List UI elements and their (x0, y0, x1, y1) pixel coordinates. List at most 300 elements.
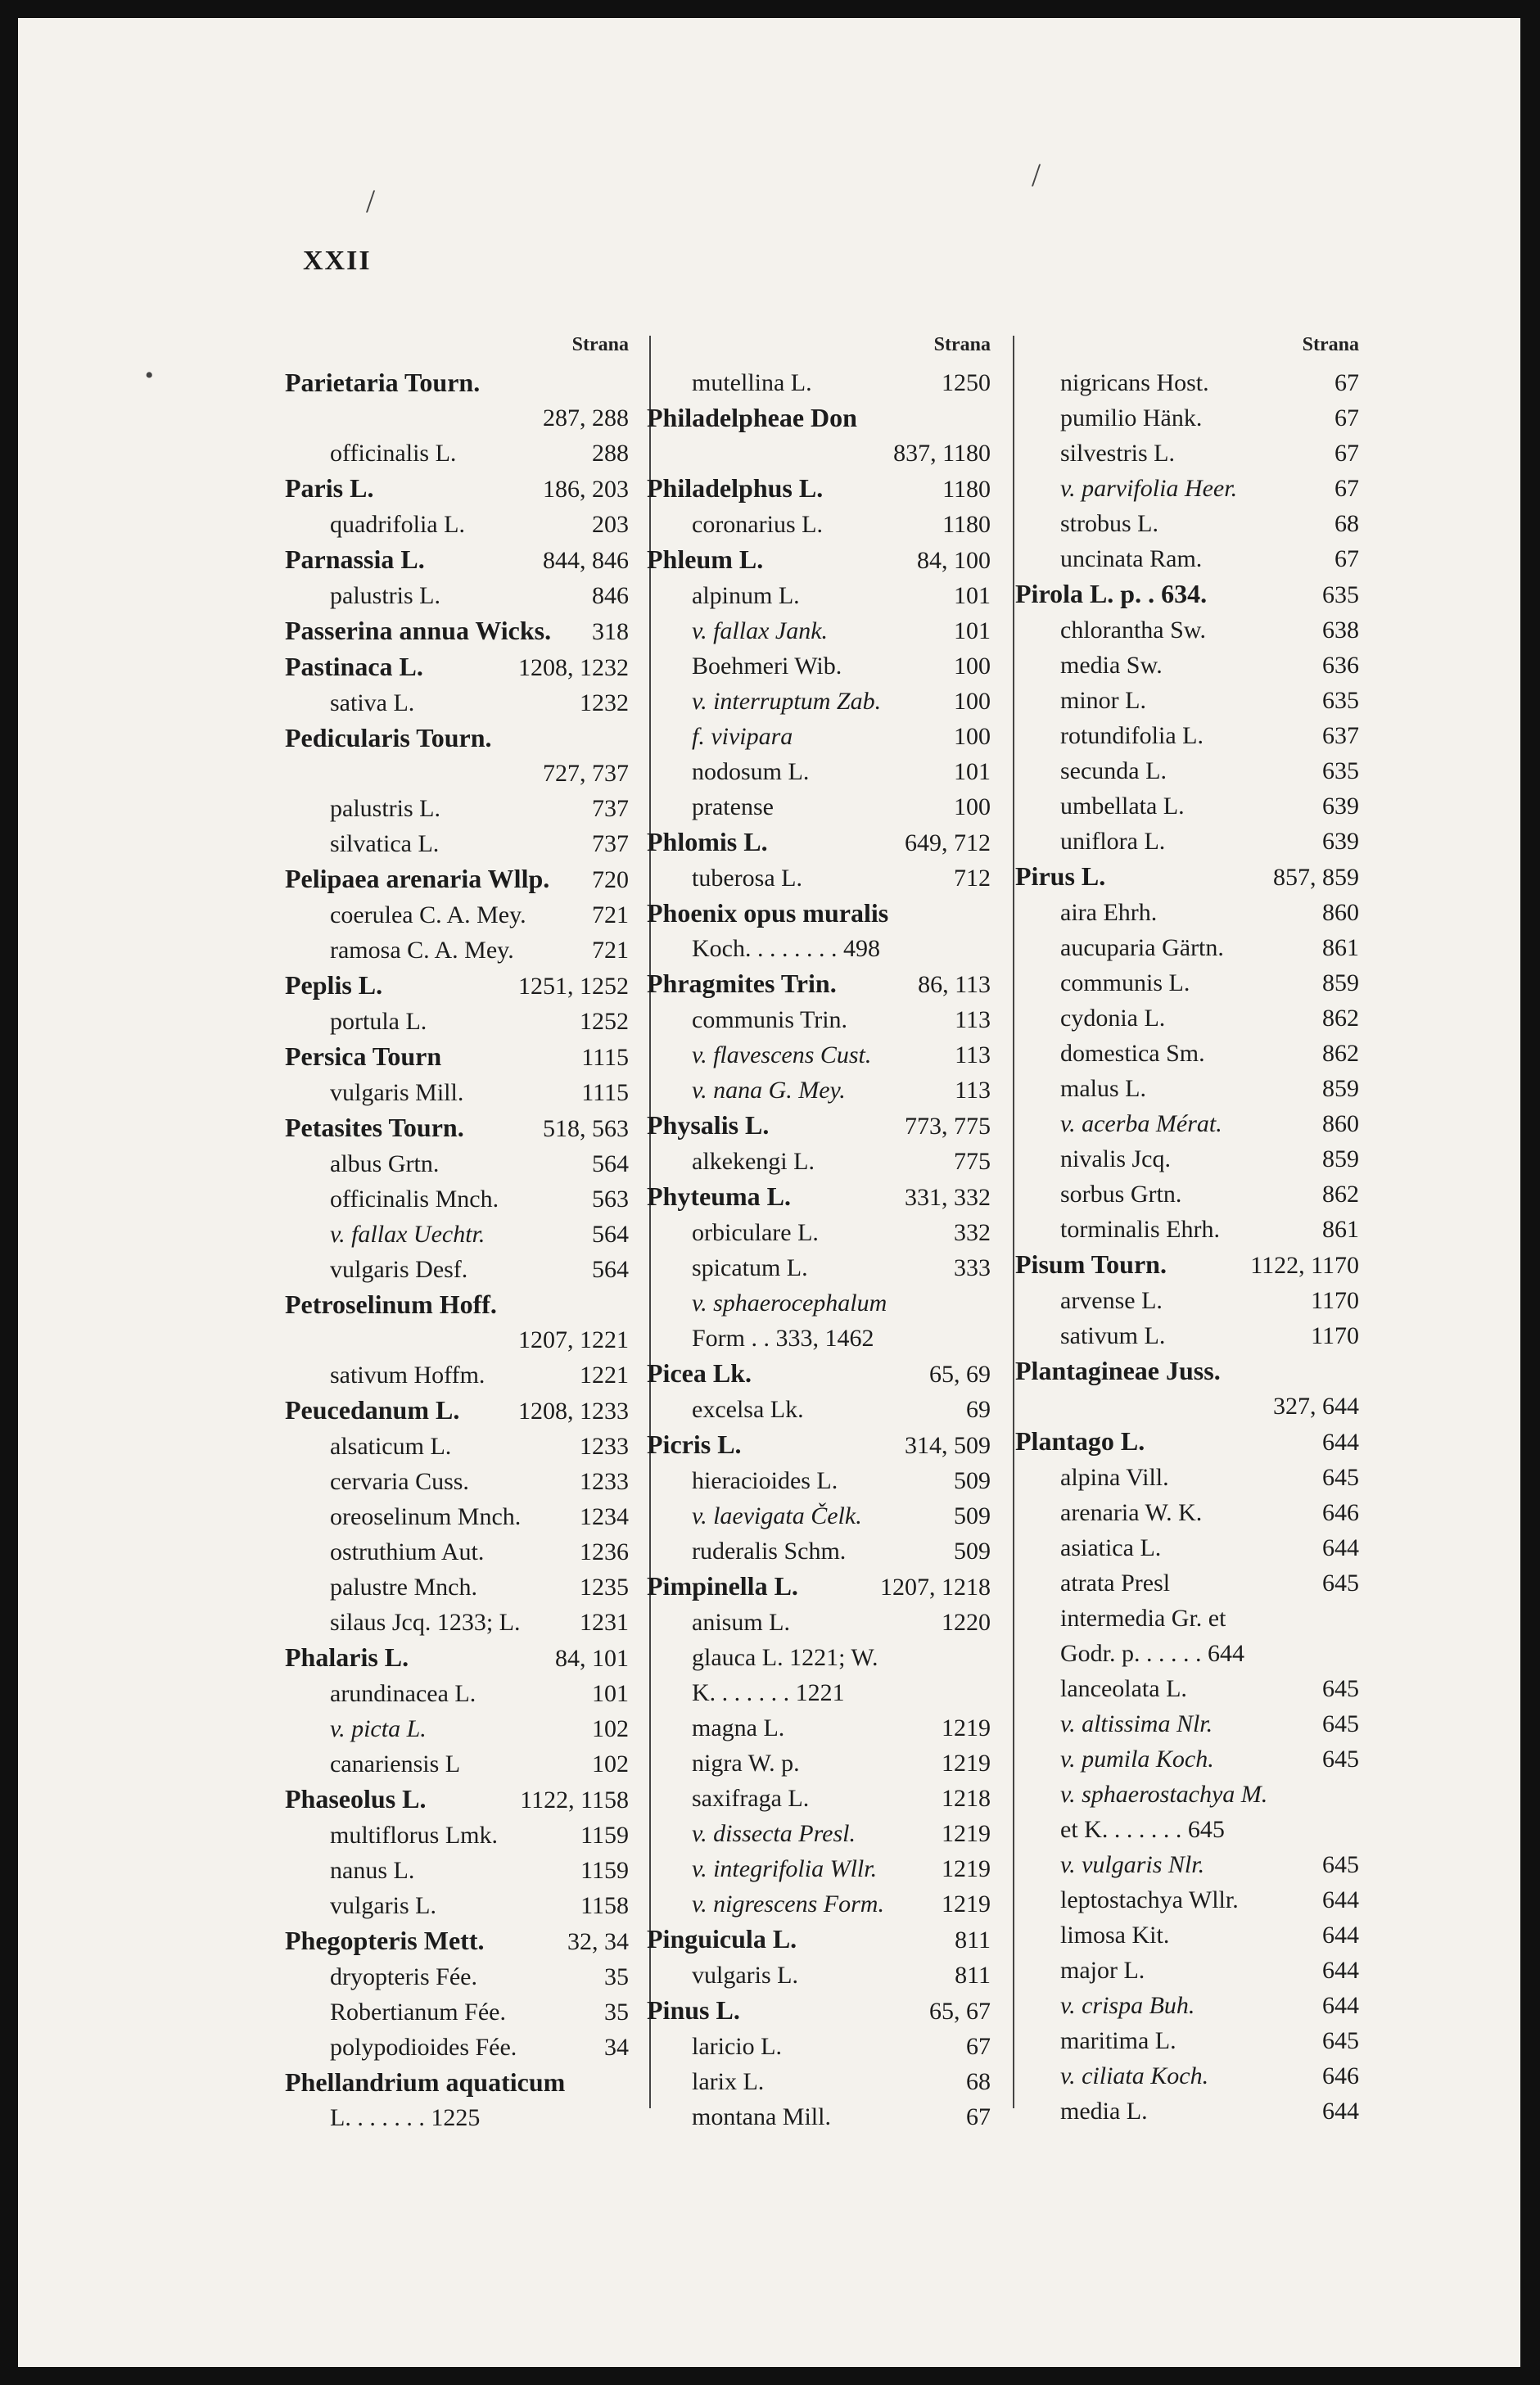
species-entry (647, 754, 991, 789)
column-header: Strana (933, 334, 991, 355)
species-entry (647, 648, 991, 684)
entry-label: montana Mill. (692, 2103, 831, 2130)
page-reference: 1252 (580, 1008, 629, 1035)
genus-entry (285, 1393, 629, 1429)
page-reference: 101 (592, 1680, 629, 1707)
entry-label: v. nigrescens Form. (692, 1890, 884, 1917)
genus-entry (647, 896, 991, 966)
entry-label: strobus L. (1060, 510, 1158, 537)
species-entry (1015, 1988, 1359, 2023)
pencil-mark: / (366, 183, 376, 219)
species-entry (1015, 1601, 1359, 1671)
page-reference: 1234 (580, 1503, 629, 1530)
entry-label: nodosum L. (692, 758, 810, 785)
genus-entry (647, 542, 991, 578)
page-reference: 1115 (581, 1079, 629, 1106)
page-reference: 811 (955, 1962, 991, 1989)
entry-label: silvatica L. (330, 830, 440, 857)
entry-label: v. vulgaris Nlr. (1060, 1851, 1205, 1878)
entry-label: silaus Jcq. 1233; L. (330, 1609, 521, 1636)
entry-label: communis Trin. (692, 1006, 848, 1033)
entry-label: Petroselinum Hoff. (285, 1290, 497, 1319)
entry-continuation: Form . . 333, 1462 (692, 1325, 874, 1352)
entry-label: Phyteuma L. (647, 1181, 791, 1211)
page-reference: 737 (592, 795, 629, 822)
genus-entry (1015, 1247, 1359, 1283)
index-column-3 (1015, 334, 1359, 2129)
genus-entry (647, 1427, 991, 1463)
page-reference: 1219 (942, 1890, 991, 1917)
page-reference: 645 (1322, 2027, 1359, 2054)
genus-entry (285, 1039, 629, 1075)
entry-label: ramosa C. A. Mey. (330, 937, 514, 964)
page-reference: 649, 712 (905, 829, 991, 856)
page-reference: 637 (1322, 722, 1359, 749)
page-reference: 86, 113 (918, 971, 991, 998)
species-entry (647, 2029, 991, 2064)
page-reference: 318 (592, 618, 629, 645)
entry-label: malus L. (1060, 1075, 1146, 1102)
page-reference: 1170 (1311, 1287, 1359, 1314)
page-reference: 509 (954, 1538, 991, 1565)
species-entry (1015, 400, 1359, 436)
page-reference: 720 (592, 866, 629, 893)
page-reference: 32, 34 (567, 1928, 629, 1955)
species-entry (285, 507, 629, 542)
page-reference: 859 (1322, 1075, 1359, 1102)
species-entry (1015, 895, 1359, 930)
entry-label: Phaseolus L. (285, 1784, 427, 1814)
page-reference: 644 (1322, 1957, 1359, 1984)
page-reference: 509 (954, 1502, 991, 1529)
entry-label: spicatum L. (692, 1254, 808, 1281)
species-entry (647, 1958, 991, 1993)
entry-label: arundinacea L. (330, 1680, 476, 1707)
entry-label: Phegopteris Mett. (285, 1926, 485, 1955)
entry-label: silvestris L. (1060, 440, 1175, 467)
entry-label: alpinum L. (692, 582, 800, 609)
genus-entry (647, 1356, 991, 1392)
genus-entry (285, 2065, 629, 2135)
entry-label: media L. (1060, 2098, 1148, 2125)
page-reference: 67 (1335, 475, 1359, 502)
page-reference: 859 (1322, 1145, 1359, 1172)
page-reference: 1159 (580, 1822, 629, 1849)
page-reference: 1115 (581, 1044, 629, 1071)
entry-continuation: et K. . . . . . . 645 (1060, 1816, 1225, 1843)
species-entry (285, 1994, 629, 2030)
species-entry (1015, 471, 1359, 506)
entry-label: Parietaria Tourn. (285, 368, 481, 397)
species-entry (647, 1605, 991, 1640)
genus-entry (285, 613, 629, 649)
species-entry (285, 1464, 629, 1499)
entry-label: v. acerba Mérat. (1060, 1110, 1222, 1137)
page-reference: 67 (966, 2103, 991, 2130)
page-reference: 331, 332 (905, 1184, 991, 1211)
page-reference: 564 (592, 1221, 629, 1248)
entry-label: Petasites Tourn. (285, 1113, 464, 1142)
page-reference: 861 (1322, 934, 1359, 961)
page-reference: 1180 (942, 476, 991, 503)
page-reference: 1122, 1170 (1250, 1252, 1359, 1279)
entry-label: glauca L. 1221; W. (692, 1644, 878, 1671)
page-reference: 645 (1322, 1710, 1359, 1737)
entry-label: maritima L. (1060, 2027, 1176, 2054)
page-reference: 846 (592, 582, 629, 609)
page-reference: 518, 563 (543, 1115, 629, 1142)
page-reference: 100 (954, 653, 991, 680)
pencil-mark: / (1032, 156, 1041, 193)
page-reference: 1233 (580, 1433, 629, 1460)
species-entry (1015, 1847, 1359, 1882)
entry-label: laricio L. (692, 2033, 782, 2060)
page-reference: 1251, 1252 (518, 973, 629, 1000)
entry-label: saxifraga L. (692, 1785, 810, 1812)
species-entry (285, 791, 629, 826)
species-entry (647, 719, 991, 754)
species-entry (1015, 2023, 1359, 2058)
species-entry (647, 1640, 991, 1710)
species-entry (647, 1144, 991, 1179)
entry-label: Persica Tourn (285, 1041, 442, 1071)
species-entry (647, 1392, 991, 1427)
page-reference: 1219 (942, 1750, 991, 1777)
species-entry (647, 1851, 991, 1886)
species-entry (285, 1004, 629, 1039)
page-reference: 34 (604, 2034, 629, 2061)
entry-label: f. vivipara (692, 723, 793, 750)
page-reference: 101 (954, 617, 991, 644)
species-entry (1015, 1036, 1359, 1071)
page-reference: 635 (1322, 687, 1359, 714)
page-reference: 860 (1322, 1110, 1359, 1137)
entry-label: v. flavescens Cust. (692, 1041, 872, 1068)
genus-entry (285, 968, 629, 1004)
entry-label: v. altissima Nlr. (1060, 1710, 1213, 1737)
entry-label: larix L. (692, 2068, 765, 2095)
entry-label: palustris L. (330, 582, 440, 609)
entry-label: v. integrifolia Wllr. (692, 1855, 878, 1882)
entry-label: v. parvifolia Heer. (1060, 475, 1238, 502)
entry-label: minor L. (1060, 687, 1146, 714)
entry-label: coerulea C. A. Mey. (330, 901, 526, 928)
page-reference: 811 (955, 1927, 991, 1954)
entry-label: v. sphaerocephalum (692, 1290, 887, 1317)
entry-label: nigricans Host. (1060, 369, 1209, 396)
species-entry (1015, 1741, 1359, 1777)
page-number: XXII (303, 246, 372, 276)
genus-entry (1015, 576, 1359, 612)
entry-label: communis L. (1060, 969, 1190, 996)
page-reference: 721 (592, 937, 629, 964)
species-entry (1015, 1460, 1359, 1495)
entry-label: Boehmeri Wib. (692, 653, 842, 680)
page-reference: 646 (1322, 1499, 1359, 1526)
page-reference: 645 (1322, 1675, 1359, 1702)
entry-label: Physalis L. (647, 1110, 770, 1140)
page-reference: 645 (1322, 1851, 1359, 1878)
entry-label: albus Grtn. (330, 1150, 440, 1177)
genus-entry (647, 1179, 991, 1215)
entry-label: nivalis Jcq. (1060, 1145, 1171, 1172)
entry-label: Robertianum Fée. (330, 1999, 506, 2026)
entry-label: Phellandrium aquaticum (285, 2067, 566, 2097)
page-reference: 101 (954, 582, 991, 609)
entry-label: major L. (1060, 1957, 1145, 1984)
species-entry (647, 1746, 991, 1781)
species-entry (285, 1181, 629, 1217)
genus-entry (285, 365, 629, 436)
entry-label: quadrifolia L. (330, 511, 465, 538)
page-reference: 563 (592, 1186, 629, 1213)
entry-label: Pisum Tourn. (1015, 1249, 1167, 1279)
entry-label: Pinus L. (647, 1995, 740, 2025)
entry-label: Pirola L. p. . 634. (1015, 579, 1208, 608)
species-entry (647, 860, 991, 896)
entry-label: media Sw. (1060, 652, 1163, 679)
page-reference: 639 (1322, 793, 1359, 820)
species-entry (285, 1534, 629, 1570)
entry-label: arenaria W. K. (1060, 1499, 1203, 1526)
genus-entry (285, 720, 629, 791)
entry-label: v. dissecta Presl. (692, 1820, 856, 1847)
species-entry (647, 1250, 991, 1285)
species-entry (285, 826, 629, 861)
page-reference: 638 (1322, 617, 1359, 644)
species-entry (1015, 718, 1359, 753)
genus-entry (647, 1922, 991, 1958)
entry-label: intermedia Gr. et (1060, 1605, 1226, 1632)
species-entry (1015, 1141, 1359, 1177)
species-entry (1015, 683, 1359, 718)
species-entry (647, 1710, 991, 1746)
entry-label: v. nana G. Mey. (692, 1077, 846, 1104)
page-reference: 84, 100 (917, 547, 991, 574)
entry-label: rotundifolia L. (1060, 722, 1204, 749)
entry-label: nanus L. (330, 1857, 415, 1884)
species-entry (1015, 1882, 1359, 1917)
genus-entry (285, 1287, 629, 1357)
species-entry (647, 1037, 991, 1073)
genus-entry (1015, 859, 1359, 895)
page-reference: 100 (954, 688, 991, 715)
genus-entry (285, 1640, 629, 1676)
page-reference: 1219 (942, 1855, 991, 1882)
page-reference: 67 (966, 2033, 991, 2060)
species-entry (1015, 541, 1359, 576)
page-reference: 646 (1322, 2062, 1359, 2089)
species-entry (285, 1217, 629, 1252)
page-reference: 67 (1335, 440, 1359, 467)
species-entry (1015, 1001, 1359, 1036)
entry-label: limosa Kit. (1060, 1922, 1170, 1949)
species-entry (1015, 1530, 1359, 1565)
species-entry (1015, 1953, 1359, 1988)
entry-label: canariensis L (330, 1750, 461, 1777)
entry-label: palustre Mnch. (330, 1574, 477, 1601)
genus-entry (285, 649, 629, 685)
species-entry (647, 1215, 991, 1250)
page-reference: 1208, 1232 (518, 654, 629, 681)
genus-entry (647, 1993, 991, 2029)
species-entry (285, 1570, 629, 1605)
entry-label: Phlomis L. (647, 827, 768, 856)
species-entry (1015, 965, 1359, 1001)
page-reference: 1232 (580, 689, 629, 716)
species-entry (647, 1498, 991, 1534)
page-reference: 1122, 1158 (520, 1786, 629, 1814)
species-entry (1015, 1318, 1359, 1353)
entry-label: nigra W. p. (692, 1750, 800, 1777)
entry-continuation: 327, 644 (1273, 1393, 1359, 1420)
page-reference: 35 (604, 1963, 629, 1990)
entry-label: portula L. (330, 1008, 427, 1035)
entry-label: excelsa Lk. (692, 1396, 804, 1423)
species-entry (647, 789, 991, 824)
species-entry (285, 1605, 629, 1640)
species-entry (1015, 824, 1359, 859)
page-reference: 1219 (942, 1714, 991, 1741)
entry-label: v. pumila Koch. (1060, 1746, 1214, 1773)
entry-label: Pastinaca L. (285, 652, 423, 681)
page-reference: 65, 69 (929, 1361, 991, 1388)
species-entry (647, 578, 991, 613)
species-entry (1015, 1706, 1359, 1741)
page-reference: 100 (954, 723, 991, 750)
entry-label: secunda L. (1060, 757, 1167, 784)
genus-entry (285, 861, 629, 897)
species-entry (285, 1711, 629, 1746)
species-entry (1015, 753, 1359, 788)
page-reference: 35 (604, 1999, 629, 2026)
entry-label: Phragmites Trin. (647, 969, 837, 998)
page-reference: 186, 203 (543, 476, 629, 503)
page-reference: 861 (1322, 1216, 1359, 1243)
entry-label: torminalis Ehrh. (1060, 1216, 1220, 1243)
page-reference: 1250 (942, 369, 991, 396)
entry-label: Plantago L. (1015, 1426, 1145, 1456)
species-entry (647, 1534, 991, 1569)
species-entry (285, 933, 629, 968)
entry-continuation: L. . . . . . . 1225 (330, 2104, 481, 2131)
genus-entry (1015, 1353, 1359, 1424)
entry-label: Picea Lk. (647, 1358, 752, 1388)
page-reference: 775 (954, 1148, 991, 1175)
species-entry (1015, 612, 1359, 648)
page-reference: 102 (592, 1750, 629, 1777)
page-reference: 860 (1322, 899, 1359, 926)
species-entry (647, 1463, 991, 1498)
page-reference: 1221 (580, 1362, 629, 1389)
entry-label: sativum L. (1060, 1322, 1166, 1349)
genus-entry (647, 1108, 991, 1144)
entry-list (285, 365, 629, 2135)
species-entry (285, 897, 629, 933)
entry-label: ostruthium Aut. (330, 1538, 485, 1565)
species-entry (1015, 1071, 1359, 1106)
page-reference: 644 (1322, 1886, 1359, 1913)
page-reference: 1219 (942, 1820, 991, 1847)
entry-label: orbiculare L. (692, 1219, 819, 1246)
entry-label: pratense (692, 793, 774, 820)
entry-label: multiflorus Lmk. (330, 1822, 498, 1849)
entry-label: umbellata L. (1060, 793, 1185, 820)
species-entry (1015, 1917, 1359, 1953)
species-entry (1015, 1177, 1359, 1212)
page-reference: 857, 859 (1273, 864, 1359, 891)
entry-label: coronarius L. (692, 511, 823, 538)
page-reference: 113 (955, 1041, 991, 1068)
entry-label: sativum Hoffm. (330, 1362, 485, 1389)
page-reference: 636 (1322, 652, 1359, 679)
entry-continuation: 287, 288 (543, 404, 629, 431)
entry-label: tuberosa L. (692, 865, 802, 892)
page-reference: 645 (1322, 1570, 1359, 1597)
entry-label: alpina Vill. (1060, 1464, 1169, 1491)
entry-label: vulgaris Desf. (330, 1256, 468, 1283)
entry-label: officinalis Mnch. (330, 1186, 499, 1213)
entry-label: Plantagineae Juss. (1015, 1356, 1221, 1385)
entry-label: ruderalis Schm. (692, 1538, 847, 1565)
species-entry (647, 1073, 991, 1108)
genus-entry (285, 1110, 629, 1146)
species-entry (1015, 1777, 1359, 1847)
entry-label: Pedicularis Tourn. (285, 723, 492, 752)
page-reference: 645 (1322, 1464, 1359, 1491)
entry-continuation: K. . . . . . . 1221 (692, 1679, 845, 1706)
species-entry (647, 1285, 991, 1356)
entry-label: aira Ehrh. (1060, 899, 1158, 926)
page-reference: 737 (592, 830, 629, 857)
species-entry (1015, 1495, 1359, 1530)
species-entry (1015, 930, 1359, 965)
entry-label: oreoselinum Mnch. (330, 1503, 522, 1530)
entry-label: v. sphaerostachya M. (1060, 1781, 1268, 1808)
entry-continuation: Godr. p. . . . . . 644 (1060, 1640, 1244, 1667)
entry-label: Pirus L. (1015, 861, 1106, 891)
page-reference: 67 (1335, 369, 1359, 396)
genus-entry (1015, 1424, 1359, 1460)
genus-entry (647, 400, 991, 471)
genus-entry (285, 1923, 629, 1959)
page-reference: 203 (592, 511, 629, 538)
entry-label: lanceolata L. (1060, 1675, 1187, 1702)
species-entry (1015, 1671, 1359, 1706)
species-entry (285, 1853, 629, 1888)
entry-continuation: 837, 1180 (893, 440, 991, 467)
page-reference: 101 (954, 758, 991, 785)
entry-label: atrata Presl (1060, 1570, 1171, 1597)
entry-label: aucuparia Gärtn. (1060, 934, 1224, 961)
page-reference: 862 (1322, 1181, 1359, 1208)
entry-label: v. laevigata Čelk. (692, 1502, 862, 1529)
species-entry (647, 1886, 991, 1922)
species-entry (1015, 2058, 1359, 2094)
species-entry (1015, 2094, 1359, 2129)
index-column-1 (285, 334, 629, 2135)
index-column-2 (647, 334, 991, 2134)
page-reference: 635 (1322, 757, 1359, 784)
species-entry (285, 1357, 629, 1393)
genus-entry (285, 1782, 629, 1818)
page-reference: 644 (1322, 1429, 1359, 1456)
species-entry (647, 1781, 991, 1816)
page-reference: 1233 (580, 1468, 629, 1495)
species-entry (285, 1075, 629, 1110)
entry-label: Peplis L. (285, 970, 383, 1000)
page-reference: 288 (592, 440, 629, 467)
